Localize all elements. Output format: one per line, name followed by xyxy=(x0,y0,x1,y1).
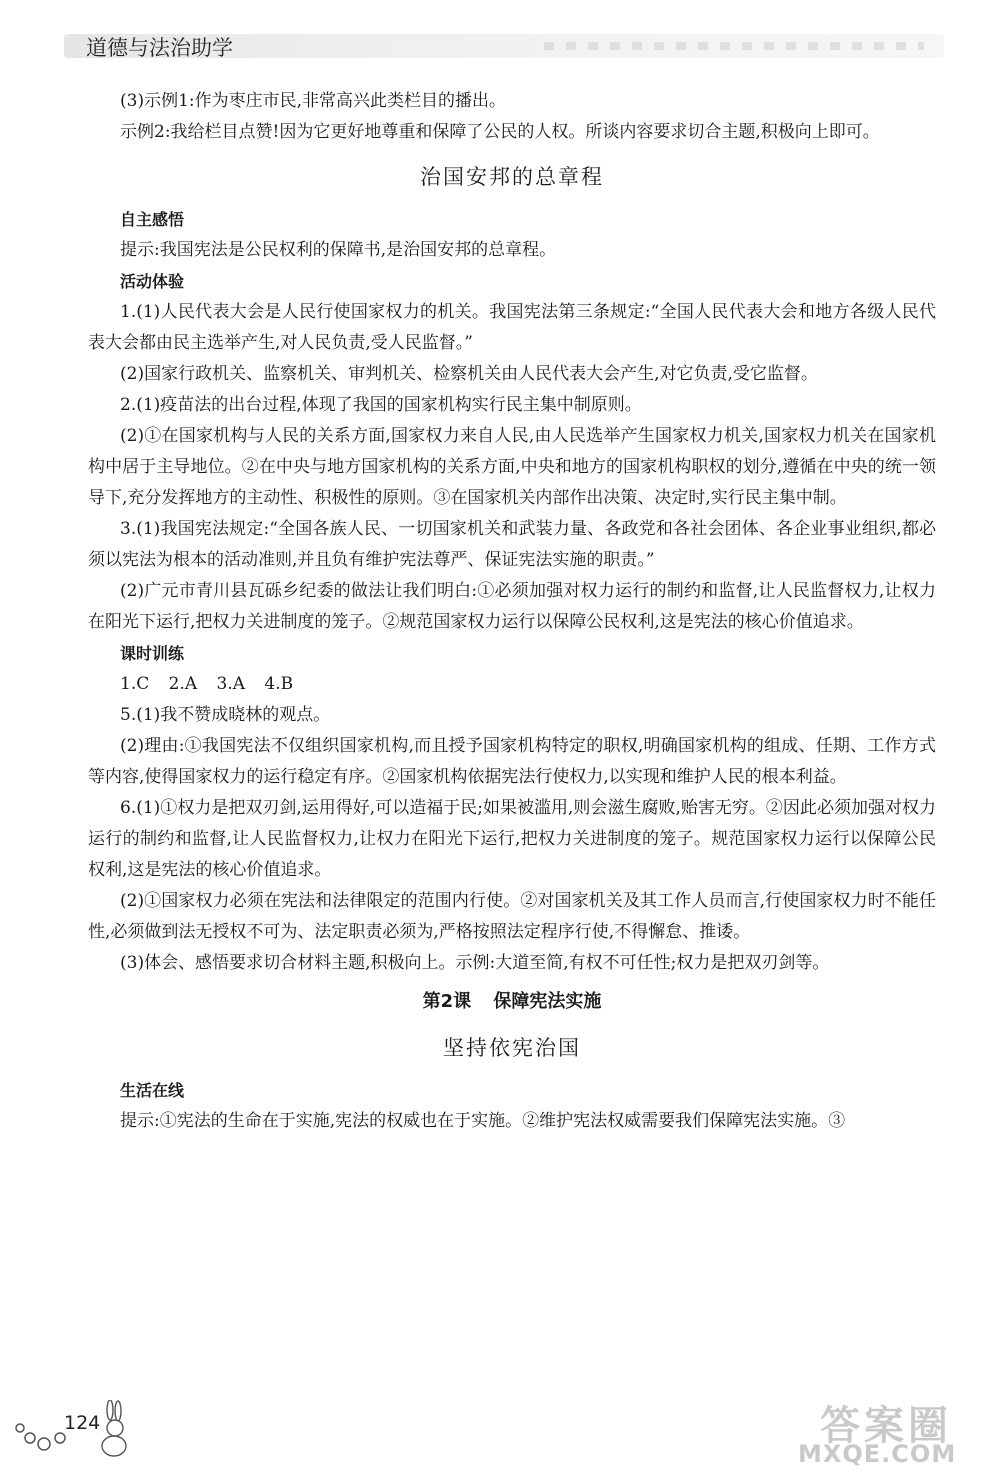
paragraph: 提示:①宪法的生命在于实施,宪法的权威也在于实施。②维护宪法权威需要我们保障宪法实施。③ xyxy=(120,1111,846,1131)
lesson-title: 第2课 保障宪法实施 xyxy=(422,991,602,1012)
section-title: 坚持依宪治国 xyxy=(443,1036,581,1060)
subheading: 活动体验 xyxy=(120,272,185,291)
paragraph: (2)①国家权力必须在宪法和法律限定的范围内行使。②对国家机关及其工作人员而言,行使国家权力时不能任性,必须做到法无授权不可为、法定职责必须为,严格按照法定程序行使,不得懈怠、推诿。 xyxy=(88,891,936,942)
page-number-badge xyxy=(14,1400,134,1460)
page-header xyxy=(64,30,944,60)
rabbit-icon xyxy=(98,1400,132,1460)
paragraph: 提示:我国宪法是公民权利的保障书,是治国安邦的总章程。 xyxy=(120,240,557,260)
section-title: 治国安邦的总章程 xyxy=(420,165,604,189)
watermark-text: 答案圈 xyxy=(820,1403,952,1449)
subheading: 课时训练 xyxy=(120,644,185,663)
paragraph: 3.(1)我国宪法规定:“全国各族人民、一切国家机关和武装力量、各政党和各社会团体、各企业事业组织,都必须以宪法为根本的活动准则,并且负有维护宪法尊严、保证宪法实施的职责。” xyxy=(88,519,936,570)
paragraph: (2)①在国家机构与人民的关系方面,国家权力来自人民,由人民选举产生国家权力机关,国家权力机关在国家机构中居于主导地位。②在中央与地方国家机构的关系方面,中央和地方的国家机构职权的划分,遵循在中央的统一领导下,充分发挥地方的主动性、积极性的原则。③在国家机关内部作出决策、决定时,实行民主集中制。 xyxy=(88,426,936,508)
paragraph: (3)示例1:作为枣庄市民,非常高兴此类栏目的播出。 xyxy=(120,91,507,111)
paragraph: 示例2:我给栏目点赞!因为它更好地尊重和保障了公民的人权。所谈内容要求切合主题,积极向上即可。 xyxy=(120,122,880,142)
paragraph: (2)广元市青川县瓦砾乡纪委的做法让我们明白:①必须加强对权力运行的制约和监督,让人民监督权力,让权力在阳光下运行,把权力关进制度的笼子。②规范国家权力运行以保障公民权利,这是宪法的核心价值追求。 xyxy=(88,581,936,632)
paragraph: (2)国家行政机关、监察机关、审判机关、检察机关由人民代表大会产生,对它负责,受它监督。 xyxy=(120,364,818,384)
paragraph: (3)体会、感悟要求切合材料主题,积极向上。示例:大道至简,有权不可任性;权力是把双刃剑等。 xyxy=(120,953,830,973)
page-content xyxy=(88,86,936,1137)
paragraph: 2.(1)疫苗法的出台过程,体现了我国的国家机构实行民主集中制原则。 xyxy=(120,395,642,415)
paragraph: 6.(1)①权力是把双刃剑,运用得好,可以造福于民;如果被滥用,则会滋生腐败,贻害无穷。②因此必须加强对权力运行的制约和监督,让人民监督权力,让权力在阳光下运行,把权力关进制度的笼子。规范国家权力运行以保障公民权利,这是宪法的核心价值追求。 xyxy=(88,798,936,880)
answer-line: 1.C 2.A 3.A 4.B xyxy=(120,674,294,694)
subheading: 自主感悟 xyxy=(120,210,185,229)
header-decoration xyxy=(544,42,924,50)
watermark-logo xyxy=(790,1394,990,1470)
paragraph: (2)理由:①我国宪法不仅组织国家机构,而且授予国家机构特定的职权,明确国家机构的组成、任期、工作方式等内容,使得国家权力的运行稳定有序。②国家机构依据宪法行使权力,以实现和维护人民的根本利益。 xyxy=(88,736,936,787)
watermark-url: MXQE.COM xyxy=(798,1440,957,1468)
subheading: 生活在线 xyxy=(120,1081,185,1100)
book-title: 道德与法治助学 xyxy=(86,36,233,60)
page-number: 124 xyxy=(64,1412,101,1434)
paragraph: 1.(1)人民代表大会是人民行使国家权力的机关。我国宪法第三条规定:“全国人民代表大会和地方各级人民代表大会都由民主选举产生,对人民负责,受人民监督。” xyxy=(88,302,936,353)
paragraph: 5.(1)我不赞成晓林的观点。 xyxy=(120,705,331,725)
